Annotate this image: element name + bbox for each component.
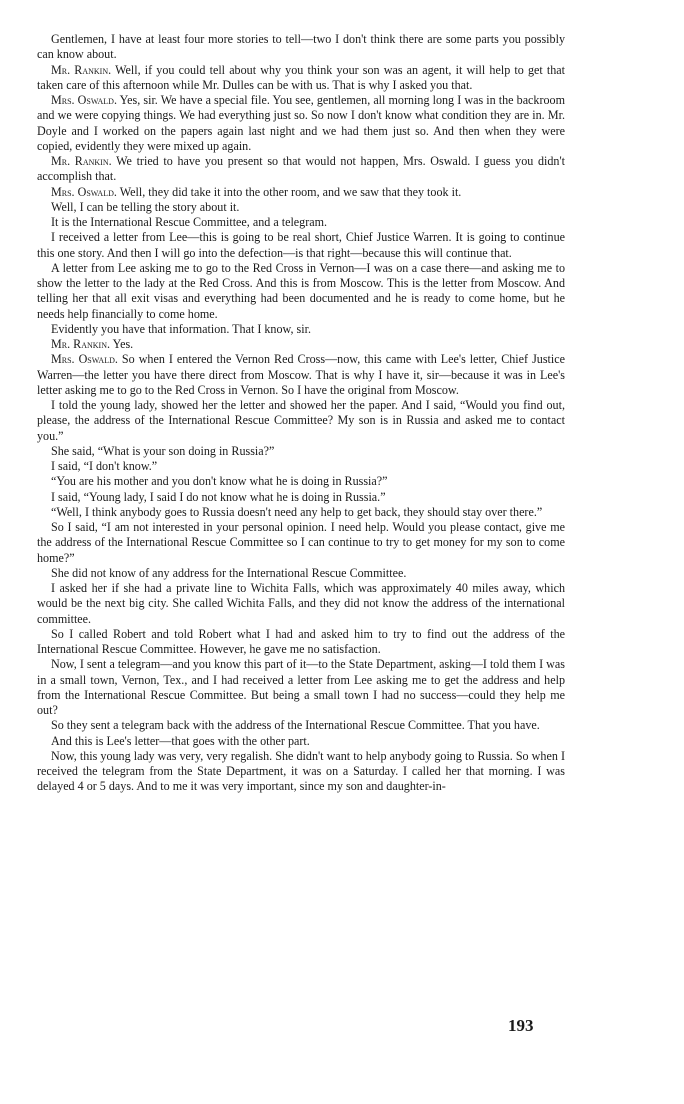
paragraph bbox=[37, 154, 565, 185]
paragraph-text: I received a letter from Lee—this is going to be real short, Chief Justice Warren. It is going to continue this one story. And then I will go into the defection—is that right—because this will continue that. bbox=[37, 230, 565, 260]
paragraph-text: It is the International Rescue Committee, and a telegram. bbox=[51, 215, 328, 229]
speaker-name: Mr. Rankin. bbox=[51, 337, 110, 351]
paragraph-text: Well, I can be telling the story about it. bbox=[51, 199, 240, 214]
paragraph bbox=[37, 398, 565, 444]
speaker-name: Mr. Rankin. bbox=[51, 62, 112, 77]
paragraph-text: She said, “What is your son doing in Russia?” bbox=[51, 443, 275, 458]
paragraph-text: A letter from Lee asking me to go to the Red Cross in Vernon—I was on a case there—and asking me to show the letter to the lady at the Red Cross. And this is from Moscow. This is the letter from Moscow. And telling her that all exit visas and everything had been documented and he is ready to come home, but he needs help financially to come home. bbox=[37, 260, 565, 321]
speaker-name: Mrs. Oswald. bbox=[51, 184, 117, 199]
paragraph bbox=[37, 322, 565, 337]
paragraph-text: We tried to have you present so that would not happen, Mrs. Oswald. I guess you didn't accomplish that. bbox=[37, 154, 565, 184]
paragraph bbox=[37, 581, 565, 627]
speaker-name: Mrs. Oswald. bbox=[51, 352, 118, 367]
paragraph bbox=[37, 657, 565, 718]
paragraph bbox=[37, 505, 565, 520]
paragraph bbox=[37, 474, 565, 489]
paragraph-text: Gentlemen, I have at least four more stories to tell—two I don't think there are some parts you possibly can know about. bbox=[37, 32, 565, 62]
paragraph bbox=[37, 734, 565, 749]
paragraph-text: I told the young lady, showed her the letter and showed her the paper. And I said, “Would you find out, please, the address of the International Rescue Committee? My son is in Russia and asked me to contact you.” bbox=[37, 398, 565, 443]
paragraph bbox=[37, 185, 565, 200]
paragraph bbox=[37, 200, 565, 215]
paragraph-text: I said, “I don't know.” bbox=[51, 459, 158, 473]
paragraph bbox=[37, 230, 565, 261]
paragraph bbox=[37, 261, 565, 322]
paragraph-text: Yes, sir. We have a special file. You see, gentlemen, all morning long I was in the backroom and we were copying things. We had everything just so. So now I don't know what condition they are in. Mr. Doyle and I worked on the papers again last night and we had them just so. And then when they were copied, evidently they were mixed up again. bbox=[37, 93, 566, 153]
paragraph bbox=[37, 352, 565, 398]
speaker-name: Mr. Rankin. bbox=[51, 154, 112, 168]
paragraph-text: Well, if you could tell about why you think your son was an agent, it will help to get that taken care of this afternoon while Mr. Dulles can be with us. That is why I asked you that. bbox=[37, 62, 565, 92]
paragraph bbox=[37, 718, 565, 733]
paragraph bbox=[37, 627, 565, 658]
paragraph bbox=[37, 63, 565, 94]
paragraph-text: “Well, I think anybody goes to Russia doesn't need any help to get back, they should stay over there.” bbox=[51, 504, 543, 519]
paragraph-text: So I called Robert and told Robert what I had and asked him to try to find out the address of the International Rescue Committee. However, he gave me no satisfaction. bbox=[37, 626, 565, 656]
paragraph bbox=[37, 566, 565, 581]
paragraph bbox=[37, 749, 565, 795]
paragraph-text: So when I entered the Vernon Red Cross—now, this came with Lee's letter, Chief Justice Warren—the letter you have there direct from Moscow. That is why I have it, sir—because it was in Lee's letter asking me to go to the Red Cross in Vernon. So I have the original from Moscow. bbox=[37, 352, 565, 397]
paragraph-text: Well, they did take it into the other room, and we saw that they took it. bbox=[119, 184, 462, 199]
paragraph-text: Now, this young lady was very, very regalish. She didn't want to help anybody going to Russia. So when I received the telegram from the State Department, it was on a Saturday. I called her that morning. I was delayed 4 or 5 days. And to me it was very important, since my son and daughter-in- bbox=[37, 748, 565, 794]
page-number: 193 bbox=[508, 1016, 534, 1035]
paragraph bbox=[37, 32, 565, 63]
speaker-name: Mrs. Oswald. bbox=[51, 93, 117, 107]
paragraph-text: Now, I sent a telegram—and you know this part of it—to the State Department, asking—I told them I was in a small town, Vernon, Tex., and I had received a letter from Lee asking me to get the address and help from the International Rescue Committee. But being a small town I had no success—could they help me out? bbox=[37, 657, 565, 717]
paragraph-text: Yes. bbox=[112, 337, 134, 351]
paragraph-text: I said, “Young lady, I said I do not know what he is doing in Russia.” bbox=[51, 489, 386, 504]
paragraph-text: And this is Lee's letter—that goes with the other part. bbox=[51, 733, 310, 748]
paragraph bbox=[37, 459, 565, 474]
paragraph-text: So I said, “I am not interested in your personal opinion. I need help. Would you please contact, give me the address of the International Rescue Committee so I can continue to try to get money for my son to come home?” bbox=[37, 520, 565, 565]
paragraph bbox=[37, 215, 565, 230]
paragraph-text: I asked her if she had a private line to Wichita Falls, which was approximately 40 miles away, which would be the next big city. She called Wichita Falls, and they did not know the address of the international committee. bbox=[37, 581, 565, 626]
page-body bbox=[37, 32, 565, 795]
paragraph-text: “You are his mother and you don't know what he is doing in Russia?” bbox=[51, 474, 388, 489]
paragraph bbox=[37, 444, 565, 459]
paragraph bbox=[37, 490, 565, 505]
paragraph bbox=[37, 520, 565, 566]
paragraph bbox=[37, 93, 565, 154]
paragraph bbox=[37, 337, 565, 352]
paragraph-text: She did not know of any address for the International Rescue Committee. bbox=[51, 565, 407, 580]
paragraph-text: Evidently you have that information. That I know, sir. bbox=[51, 321, 311, 336]
paragraph-text: So they sent a telegram back with the address of the International Rescue Committee. That you have. bbox=[51, 718, 540, 733]
